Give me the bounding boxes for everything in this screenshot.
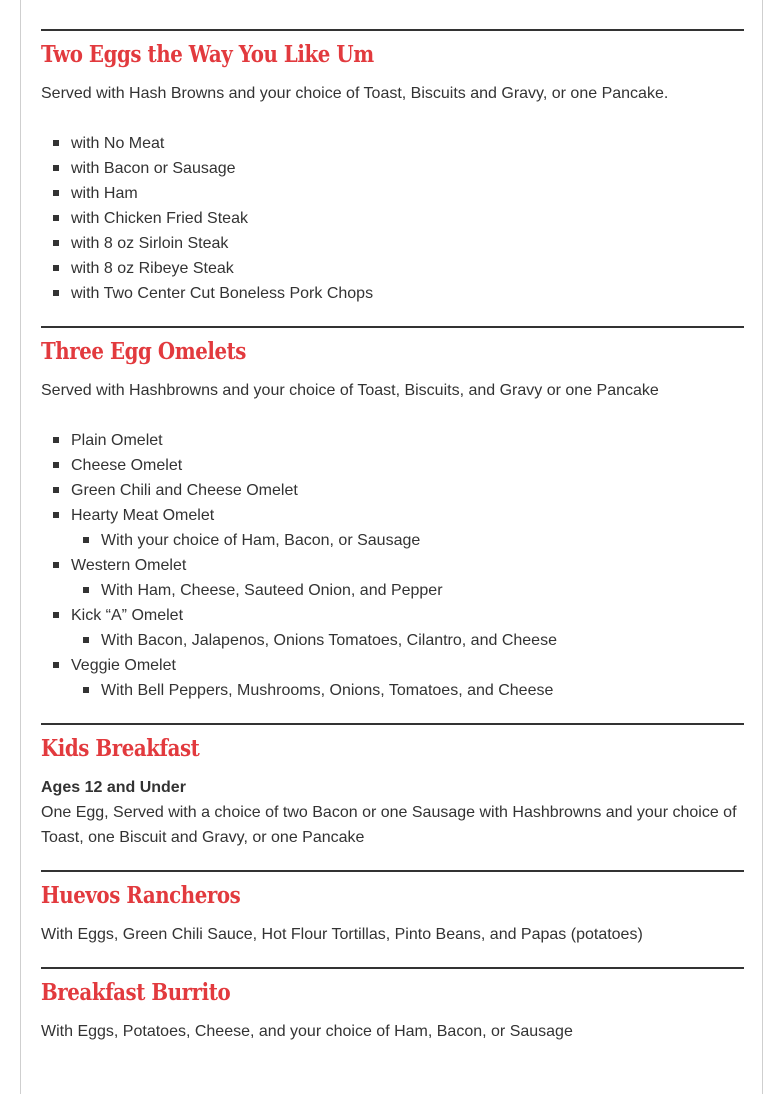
sub-list-item: With your choice of Ham, Bacon, or Sausage (101, 528, 744, 553)
section-title: Breakfast Burrito (41, 979, 231, 1006)
section-subtitle: Ages 12 and Under (41, 779, 186, 796)
section-huevos-rancheros (41, 870, 744, 967)
section-title: Two Eggs the Way You Like Um (41, 41, 374, 68)
menu-page (20, 0, 763, 1094)
list-item (71, 653, 744, 703)
section-title: Huevos Rancheros (41, 882, 241, 909)
sub-list (71, 528, 744, 553)
sub-list-item: With Bacon, Jalapenos, Onions Tomatoes, Cilantro, and Cheese (101, 628, 744, 653)
section-description: One Egg, Served with a choice of two Bacon or one Sausage with Hashbrowns and your choice of Toast, one Biscuit and Gravy, or one Pancake (41, 804, 737, 846)
section-omelets (41, 326, 744, 723)
section-title: Kids Breakfast (41, 735, 200, 762)
section-description: With Eggs, Potatoes, Cheese, and your choice of Ham, Bacon, or Sausage (41, 1023, 573, 1040)
list-item: with Chicken Fried Steak (71, 206, 744, 231)
list-item: with Two Center Cut Boneless Pork Chops (71, 281, 744, 306)
menu-content (41, 29, 744, 1064)
sub-list (71, 678, 744, 703)
menu-list (41, 131, 744, 306)
list-item: with Bacon or Sausage (71, 156, 744, 181)
item-label: Kick “A” Omelet (71, 607, 184, 624)
item-label: Green Chili and Cheese Omelet (71, 482, 298, 499)
section-two-eggs (41, 29, 744, 326)
list-item (71, 478, 744, 503)
list-item: with 8 oz Ribeye Steak (71, 256, 744, 281)
list-item (71, 553, 744, 603)
list-item (71, 603, 744, 653)
item-label: Veggie Omelet (71, 657, 176, 674)
item-label: Hearty Meat Omelet (71, 507, 215, 524)
section-description: With Eggs, Green Chili Sauce, Hot Flour Tortillas, Pinto Beans, and Papas (potatoes) (41, 926, 643, 943)
list-item (71, 453, 744, 478)
list-item (71, 428, 744, 453)
section-description: Served with Hashbrowns and your choice of Toast, Biscuits, and Gravy or one Pancake (41, 382, 659, 399)
list-item: with Ham (71, 181, 744, 206)
item-label: Cheese Omelet (71, 457, 183, 474)
sub-list-item: With Bell Peppers, Mushrooms, Onions, Tomatoes, and Cheese (101, 678, 744, 703)
section-kids-breakfast (41, 723, 744, 870)
menu-list (41, 428, 744, 703)
section-title: Three Egg Omelets (41, 338, 247, 365)
sub-list (71, 628, 744, 653)
list-item (71, 503, 744, 553)
item-label: Western Omelet (71, 557, 187, 574)
list-item: with 8 oz Sirloin Steak (71, 231, 744, 256)
sub-list-item: With Ham, Cheese, Sauteed Onion, and Pepper (101, 578, 744, 603)
section-breakfast-burrito (41, 967, 744, 1064)
section-description: Served with Hash Browns and your choice of Toast, Biscuits and Gravy, or one Pancake. (41, 85, 669, 102)
list-item: with No Meat (71, 131, 744, 156)
sub-list (71, 578, 744, 603)
item-label: Plain Omelet (71, 432, 163, 449)
